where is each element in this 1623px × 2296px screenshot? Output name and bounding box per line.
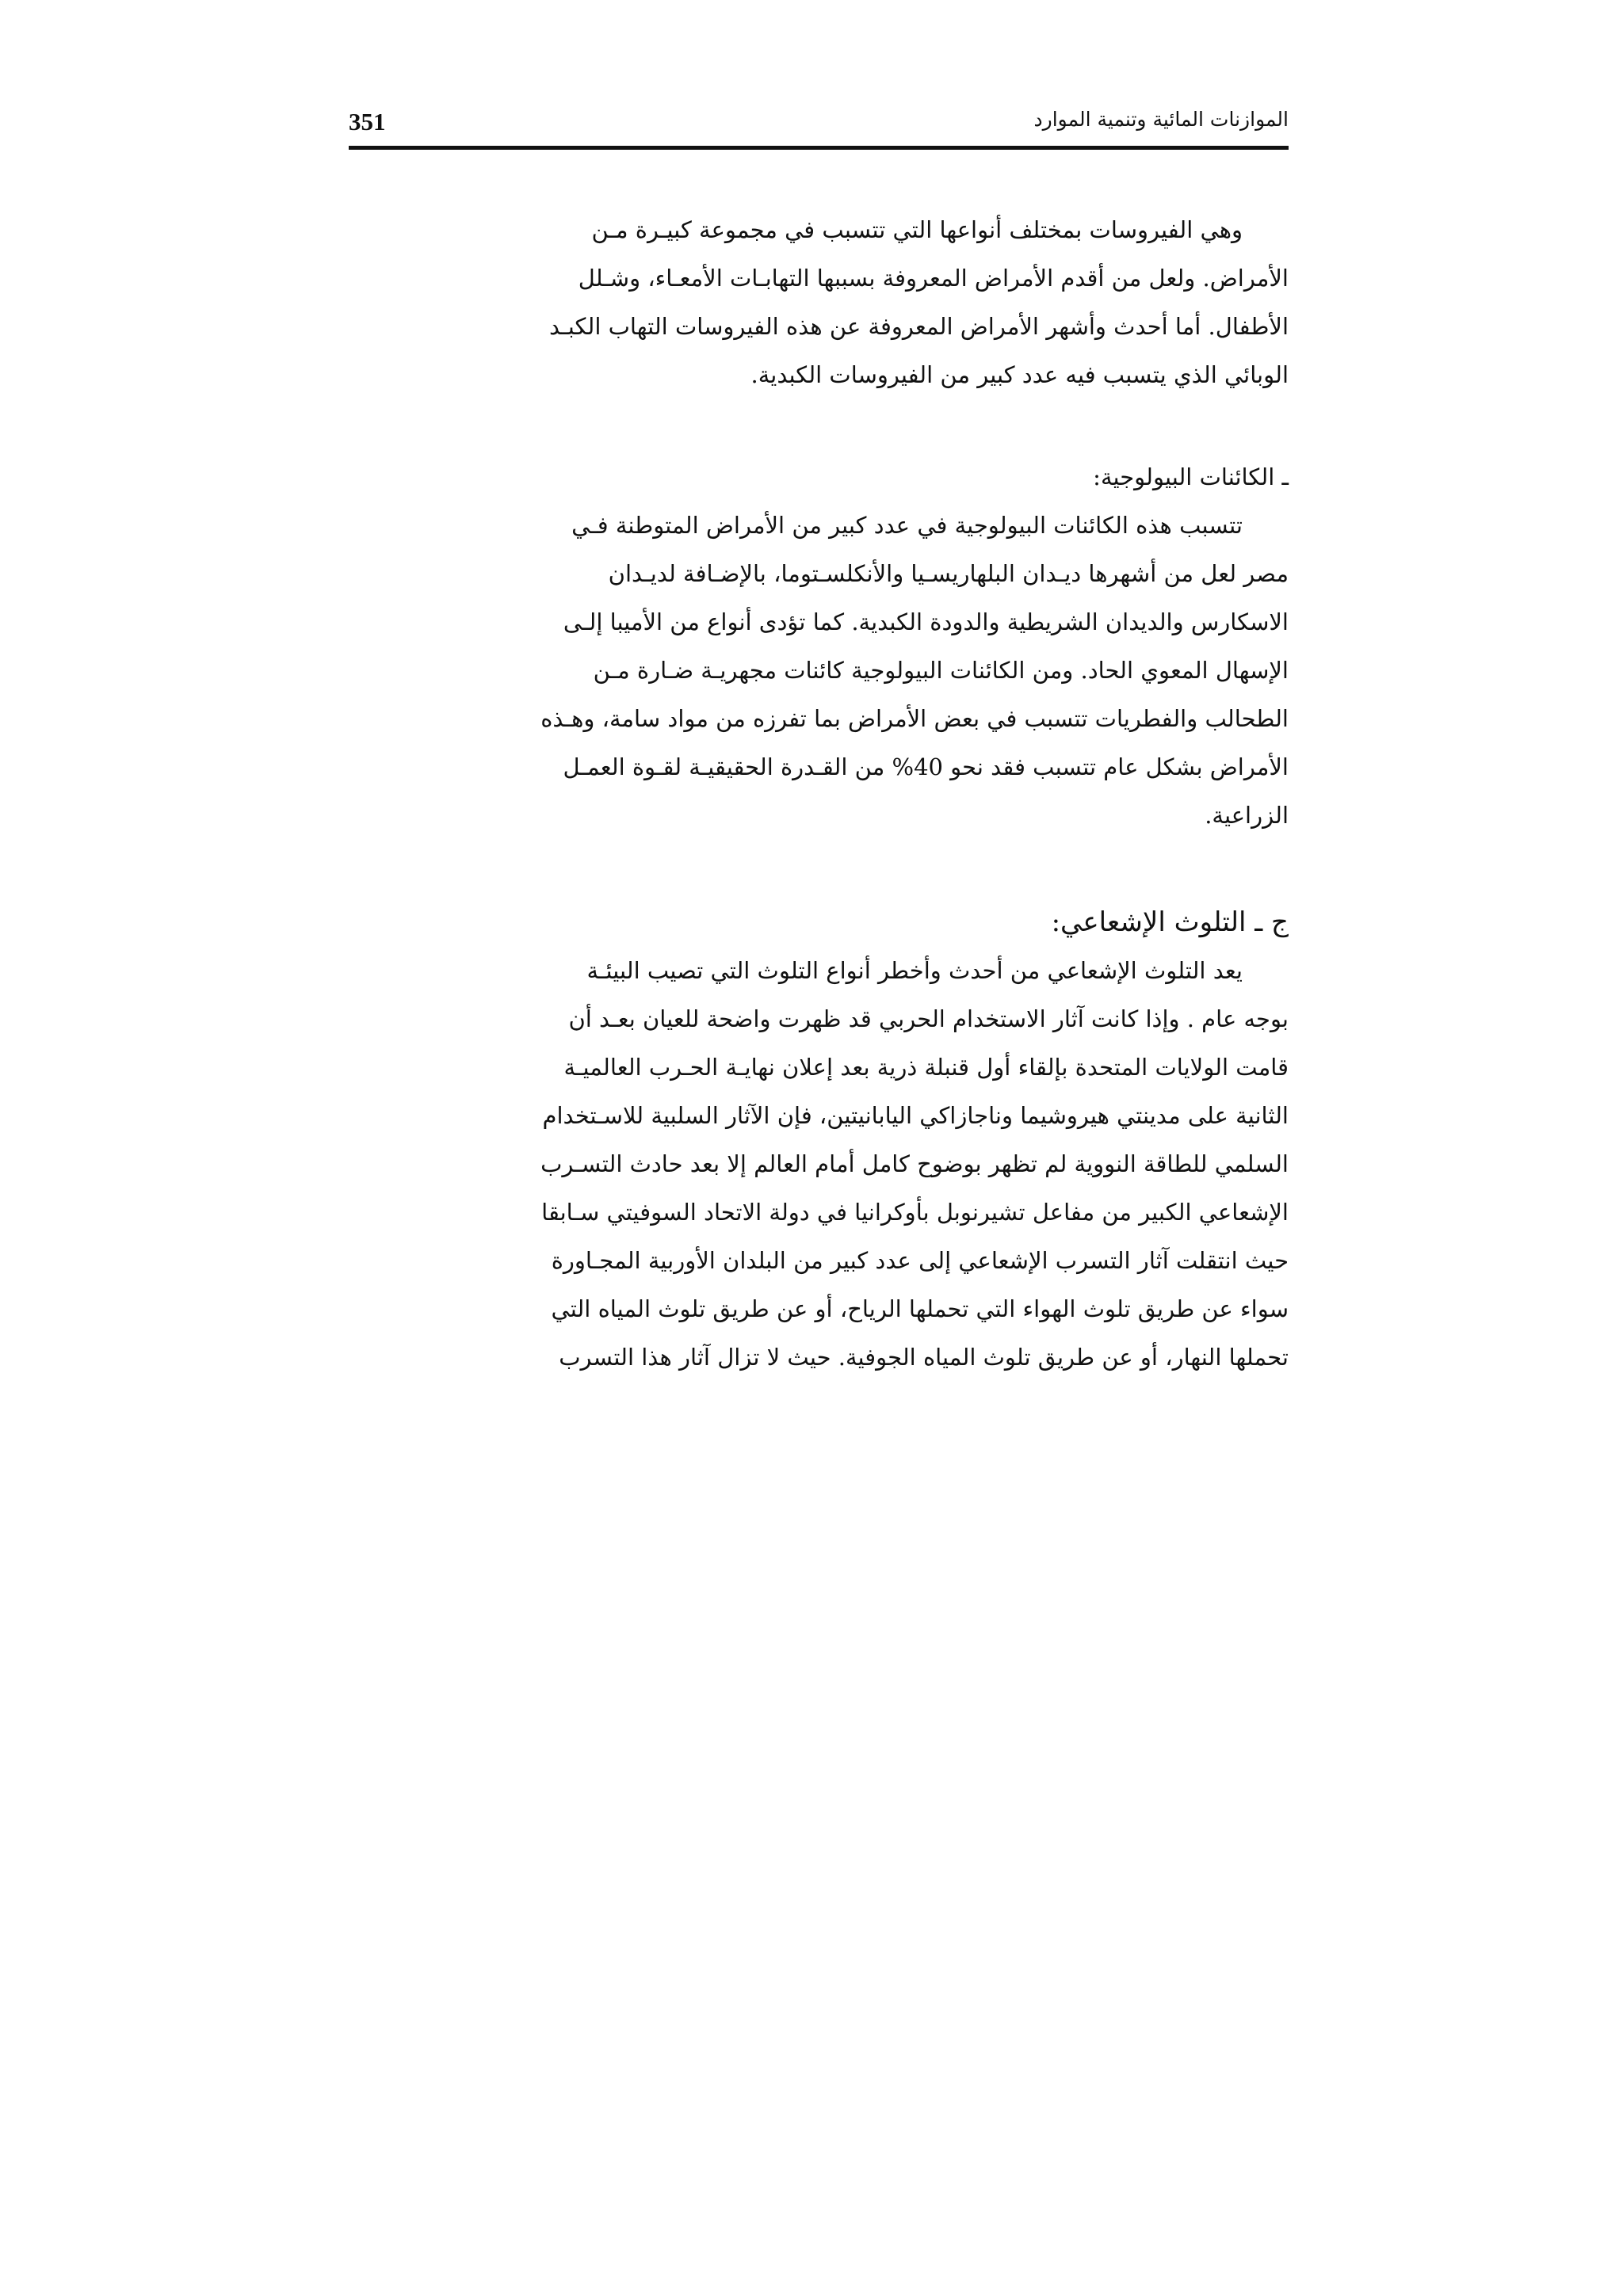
spacer bbox=[349, 399, 1289, 453]
text-line: حيث انتقلت آثار التسرب الإشعاعي إلى عدد كبير من البلدان الأوربية المجـاورة bbox=[551, 1247, 1289, 1274]
spacer bbox=[349, 840, 1289, 898]
text-line: الاسكارس والديدان الشريطية والدودة الكبدية. كما تؤدى أنواع من الأميبا إلـى bbox=[563, 608, 1289, 635]
text-line: مصر لعل من أشهرها ديـدان البلهاريسـيا والأنكلسـتوما، بالإضـافة لديـدان bbox=[608, 560, 1289, 587]
text-line: الثانية على مدينتي هيروشيما وناجازاكي اليابانيتين، فإن الآثار السلبية للاسـتخدام bbox=[542, 1102, 1289, 1129]
text-line: تحملها النهار، أو عن طريق تلوث المياه الجوفية. حيث لا تزال آثار هذا التسرب bbox=[559, 1344, 1289, 1371]
section-heading-biological: ـ الكائنات البيولوجية: bbox=[1093, 463, 1289, 490]
text-line: يعد التلوث الإشعاعي من أحدث وأخطر أنواع التلوث التي تصيب البيئـة bbox=[586, 957, 1243, 984]
text-line: الأطفال. أما أحدث وأشهر الأمراض المعروفة عن هذه الفيروسات التهاب الكبـد bbox=[549, 313, 1289, 340]
text-line: بوجه عام . وإذا كانت آثار الاستخدام الحربي قد ظهرت واضحة للعيان بعـد أن bbox=[568, 1005, 1289, 1032]
text-line: قامت الولايات المتحدة بإلقاء أول قنبلة ذرية بعد إعلان نهايـة الحـرب العالميـة bbox=[563, 1054, 1289, 1081]
text-line: سواء عن طريق تلوث الهواء التي تحملها الرياح، أو عن طريق تلوث المياه التي bbox=[551, 1295, 1289, 1322]
page-header bbox=[349, 101, 1289, 149]
text-line: الطحالب والفطريات تتسبب في بعض الأمراض بما تفرزه من مواد سامة، وهـذه bbox=[540, 705, 1289, 732]
section-heading-radiation: ج ـ التلوث الإشعاعي: bbox=[1051, 906, 1289, 938]
header-rule bbox=[349, 146, 1289, 150]
text-line: السلمي للطاقة النووية لم تظهر بوضوح كامل أمام العالم إلا بعد حادث التسـرب bbox=[540, 1150, 1289, 1177]
text-line: وهي الفيروسات بمختلف أنواعها التي تتسبب في مجموعة كبيـرة مـن bbox=[591, 216, 1243, 243]
text-line: الزراعية. bbox=[1205, 802, 1289, 829]
paragraph-biological bbox=[349, 502, 1289, 840]
text-line: تتسبب هذه الكائنات البيولوجية في عدد كبير من الأمراض المتوطنة فـي bbox=[571, 512, 1243, 539]
text-line: الأمراض. ولعل من أقدم الأمراض المعروفة بسببها التهابـات الأمعـاء، وشـلل bbox=[578, 265, 1289, 292]
running-title: الموازنات المائية وتنمية الموارد bbox=[1033, 108, 1289, 131]
paragraph-viruses bbox=[349, 206, 1289, 399]
body-text bbox=[349, 206, 1289, 1382]
text-line: الوبائي الذي يتسبب فيه عدد كبير من الفيروسات الكبدية. bbox=[750, 361, 1289, 388]
text-line: الإشعاعي الكبير من مفاعل تشيرنوبل بأوكرانيا في دولة الاتحاد السوفيتي سـابقا bbox=[541, 1199, 1289, 1226]
paragraph-radiation bbox=[349, 947, 1289, 1382]
text-line: الإسهال المعوي الحاد. ومن الكائنات البيولوجية كائنات مجهريـة ضـارة مـن bbox=[593, 657, 1289, 684]
text-line: الأمراض بشكل عام تتسبب فقد نحو 40% من القـدرة الحقيقيـة لقـوة العمـل bbox=[563, 753, 1289, 780]
page-number: 351 bbox=[349, 108, 386, 135]
